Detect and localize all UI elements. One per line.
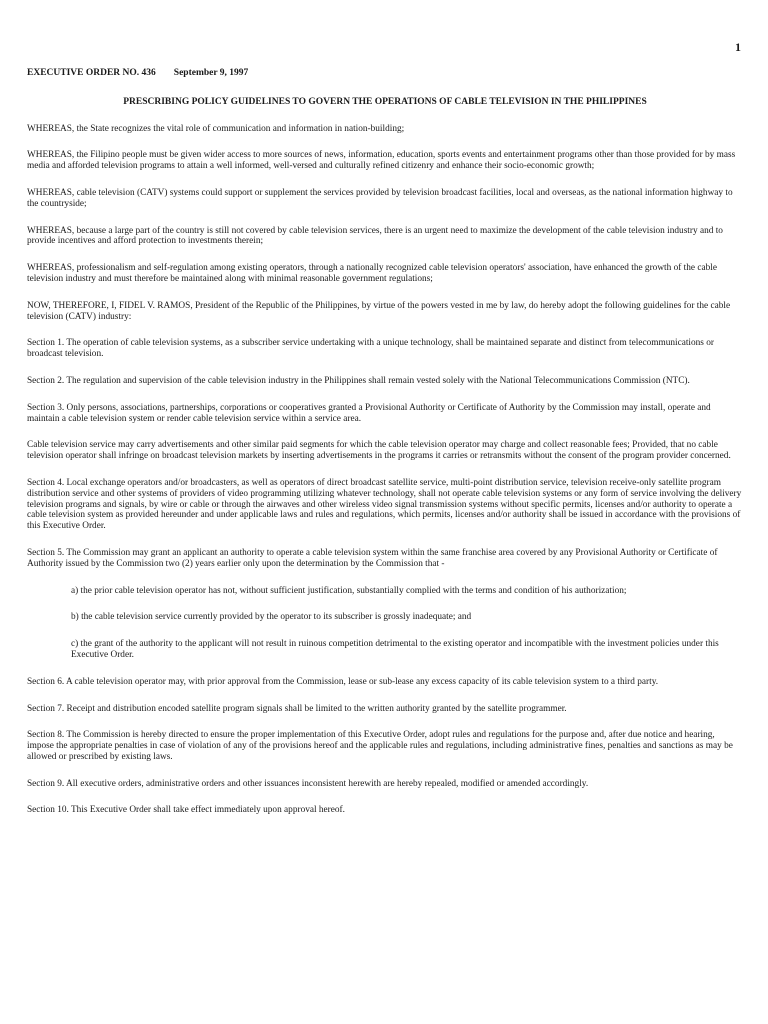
whereas-paragraph-1: WHEREAS, the State recognizes the vital role of communication and information in nation-building; <box>27 123 405 134</box>
section-5-item-c: c) the grant of the authority to the applicant will not result in ruinous competition detrimental to the existing operator and incompatible with the investment policies under this Executive Order. <box>71 639 719 660</box>
section-5-item-b: b) the cable television service currently provided by the operator to its subscriber is grossly inadequate; and <box>71 612 472 623</box>
order-heading <box>27 68 743 79</box>
document-body <box>27 68 743 832</box>
section-8: Section 8. The Commission is hereby directed to ensure the proper implementation of this Executive Order, adopt rules and regulations for the purpose and, after due notice and hearing, impose the appropriate penalties in case of violation of any of the provisions hereof and the applicable rules and regulations, including administrative fines, penalties and sanctions as may be allowed or prescribed by existing laws. <box>27 730 733 762</box>
section-10: Section 10. This Executive Order shall take effect immediately upon approval hereof. <box>27 805 345 816</box>
whereas-paragraph-5: WHEREAS, professionalism and self-regulation among existing operators, through a nationally recognized cable television operators' association, have enhanced the growth of the cable television industry and must therefore be maintained along with minimal reasonable government regulations; <box>27 263 717 284</box>
section-1: Section 1. The operation of cable television systems, as a subscriber service undertaking with a unique technology, shall be maintained separate and distinct from telecommunications or broadcast television. <box>27 338 714 360</box>
order-date: September 9, 1997 <box>173 68 249 78</box>
section-4: Section 4. Local exchange operators and/or broadcasters, as well as operators of direct broadcast satellite service, multi-point distribution service, television receive-only satellite program distribution service and other systems of providers of video programming utilizing whatever technology, shall not operate cable television systems or any form of service involving the delivery television programs and signals, by wire or cable or through the airwaves and other wireless video signal transmission systems without specific permits, licenses and/or authority to operate a cable television system as provided hereunder and under applicable laws and rules and regulations, which permits, licenses and/or authority shall be issued in accordance with the provisions of this Executive Order. <box>27 477 742 532</box>
section-5: Section 5. The Commission may grant an applicant an authority to operate a cable television system within the same franchise area covered by any Provisional Authority or Certificate of Authority issued by the Commission two (2) years earlier only upon the determination by the Commission that - <box>27 547 718 569</box>
section-7: Section 7. Receipt and distribution encoded satellite program signals shall be limited to the written authority granted by the satellite programmer. <box>27 703 567 714</box>
whereas-paragraph-3: WHEREAS, cable television (CATV) systems could support or supplement the services provided by television broadcast facilities, local and overseas, as the national information highway to the countryside; <box>27 187 733 209</box>
document-title: PRESCRIBING POLICY GUIDELINES TO GOVERN THE OPERATIONS OF CABLE TELEVISION IN THE PHILIPPINES <box>123 96 647 107</box>
order-number: EXECUTIVE ORDER NO. 436 <box>27 68 156 78</box>
page-number: 1 <box>735 40 741 54</box>
section-5-item-a: a) the prior cable television operator has not, without sufficient justification, substantially complied with the terms and condition of his authorization; <box>71 585 627 596</box>
section-2: Section 2. The regulation and supervision of the cable television industry in the Philippines shall remain vested solely with the National Telecommunications Commission (NTC). <box>27 375 690 386</box>
section-3: Section 3. Only persons, associations, partnerships, corporations or cooperatives granted a Provisional Authority or Certificate of Authority by the Commission may install, operate and maintain a cable television system or render cable television service within a service area. <box>27 402 711 424</box>
whereas-paragraph-4: WHEREAS, because a large part of the country is still not covered by cable television services, there is an urgent need to maximize the development of the cable television industry and to provide incentives and afford protection to investments therein; <box>27 225 723 247</box>
section-6: Section 6. A cable television operator may, with prior approval from the Commission, lease or sub-lease any excess capacity of its cable television system to a third party. <box>27 676 659 687</box>
section-9: Section 9. All executive orders, administrative orders and other issuances inconsistent herewith are hereby repealed, modified or amended accordingly. <box>27 778 589 789</box>
section-3-advertisements: Cable television service may carry advertisements and other similar paid segments for which the cable television operator may charge and collect reasonable fees; Provided, that no cable television operator shall infringe on broadcast television markets by inserting advertisements in the programs it carries or retransmits without the consent of the program provider concerned. <box>27 440 731 462</box>
whereas-paragraph-2: WHEREAS, the Filipino people must be given wider access to more sources of news, information, education, sports events and entertainment programs other than those provided for by mass media and afforded television programs to attain a well informed, well-versed and culturally refined citizenry and enhance their socio-economic growth; <box>27 150 736 172</box>
now-therefore-paragraph: NOW, THEREFORE, I, FIDEL V. RAMOS, President of the Republic of the Philippines, by virtue of the powers vested in me by law, do hereby adopt the following guidelines for the cable television (CATV) industry: <box>27 300 731 322</box>
